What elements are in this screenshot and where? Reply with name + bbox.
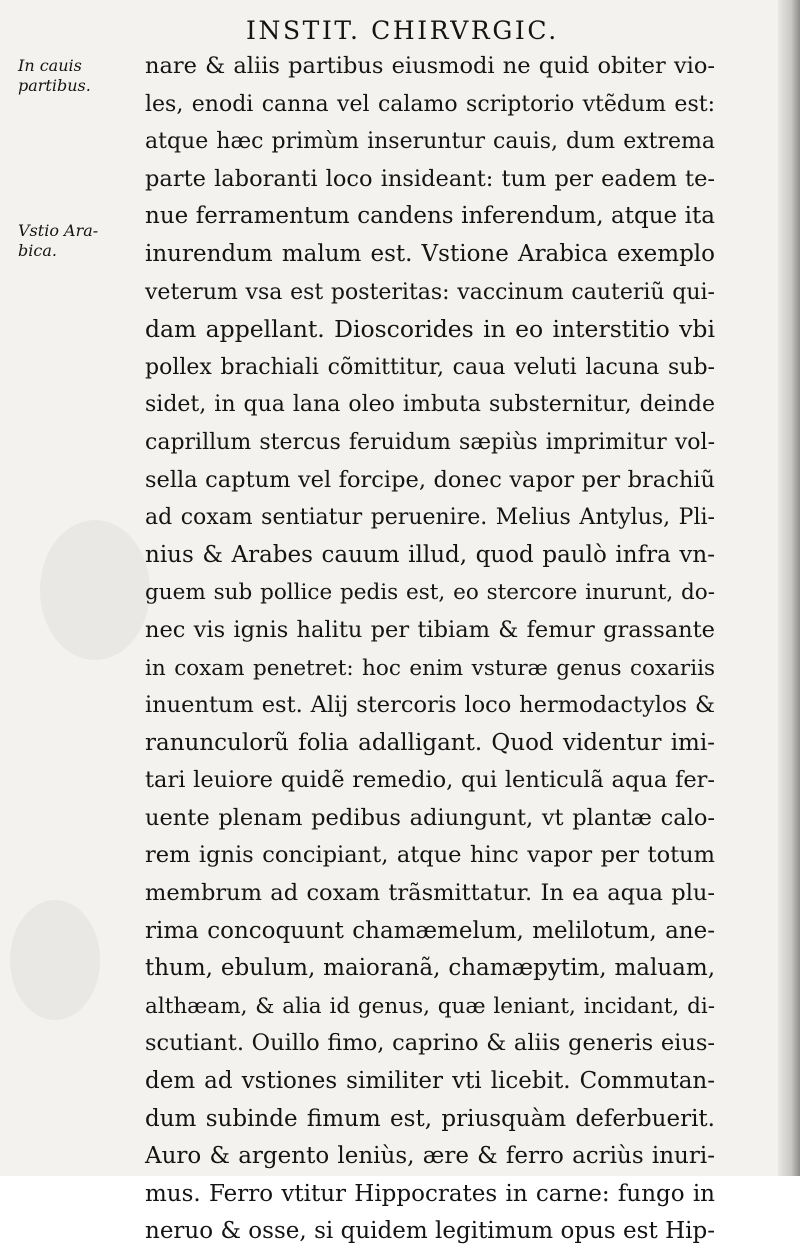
text-line: Auro & argento leniùs, ære & ferro acriùs inuri-	[145, 1143, 715, 1170]
text-line: nare & aliis partibus eiusmodi ne quid obiter vio-	[145, 53, 715, 79]
text-line: tari leuiore quidẽ remedio, qui lenticulã aqua fer-	[145, 767, 715, 794]
text-line: mus. Ferro vtitur Hippocrates in carne: fungo in	[145, 1180, 715, 1207]
text-line: caprillum stercus feruidum sæpiùs imprimitur vol-	[145, 429, 715, 455]
margin-note-line: partibus.	[18, 76, 91, 95]
text-line: inuentum est. Alij stercoris loco hermodactylos &	[145, 692, 715, 719]
margin-note-line: In cauis	[18, 56, 82, 75]
margin-note	[18, 221, 136, 261]
text-line: inurendum malum est. Vstione Arabica exemplo	[145, 240, 715, 267]
text-line: atque hæc primùm inseruntur cauis, dum extrema	[145, 129, 715, 155]
text-line: in coxam penetret: hoc enim vsturæ genus coxariis	[145, 655, 715, 681]
text-line: rem ignis concipiant, atque hinc vapor per totum	[145, 842, 715, 869]
running-head: INSTIT. CHIRVRGIC.	[246, 16, 559, 45]
margin-note-line: bica.	[18, 241, 57, 260]
text-line: dem ad vstiones similiter vti licebit. Commutan-	[145, 1068, 715, 1095]
text-line: nue ferramentum candens inferendum, atque ita	[145, 203, 715, 230]
paper-stain	[40, 520, 150, 660]
text-line: dam appellant. Dioscorides in eo interstitio vbi	[145, 315, 715, 344]
text-line: nec vis ignis halitu per tibiam & femur grassante	[145, 616, 715, 643]
text-line: pollex brachiali cõmittitur, caua veluti lacuna sub-	[145, 354, 715, 380]
margin-note	[18, 56, 136, 96]
text-line: parte laboranti loco insideant: tum per eadem te-	[145, 165, 715, 192]
text-line: membrum ad coxam trãsmittatur. In ea aqua plu-	[145, 880, 715, 907]
body-text	[145, 48, 715, 1251]
text-line: sella captum vel forcipe, donec vapor per brachiũ	[145, 466, 715, 493]
paper-stain	[10, 900, 100, 1020]
text-line: althæam, & alia id genus, quæ leniant, incidant, di-	[145, 993, 715, 1019]
text-line: dum subinde fimum est, priusquàm deferbuerit.	[145, 1105, 715, 1132]
text-line: rima concoquunt chamæmelum, melilotum, ane-	[145, 917, 715, 944]
page-edge-shadow	[778, 0, 800, 1176]
text-line: les, enodi canna vel calamo scriptorio vtẽdum est:	[145, 91, 715, 117]
margin-notes	[18, 56, 136, 261]
text-line: thum, ebulum, maioranã, chamæpytim, maluam,	[145, 955, 715, 982]
text-line: sidet, in qua lana oleo imbuta substernitur, deinde	[145, 392, 715, 418]
text-line: nius & Arabes cauum illud, quod paulò infra vn-	[145, 541, 715, 568]
text-line: scutiant. Ouillo fimo, caprino & aliis generis eius-	[145, 1030, 715, 1057]
text-line: veterum vsa est posteritas: vaccinum cauteriũ qui-	[145, 279, 715, 305]
text-line: guem sub pollice pedis est, eo stercore inurunt, do-	[145, 580, 715, 606]
text-line: neruo & osse, si quidem legitimum opus est Hip-	[145, 1218, 715, 1245]
margin-note-line: Vstio Ara-	[18, 221, 99, 240]
text-line: ranunculorũ folia adalligant. Quod videntur imi-	[145, 729, 715, 756]
text-line: ad coxam sentiatur peruenire. Melius Antylus, Pli-	[145, 505, 715, 531]
text-line: uente plenam pedibus adiungunt, vt plantæ calo-	[145, 804, 715, 831]
